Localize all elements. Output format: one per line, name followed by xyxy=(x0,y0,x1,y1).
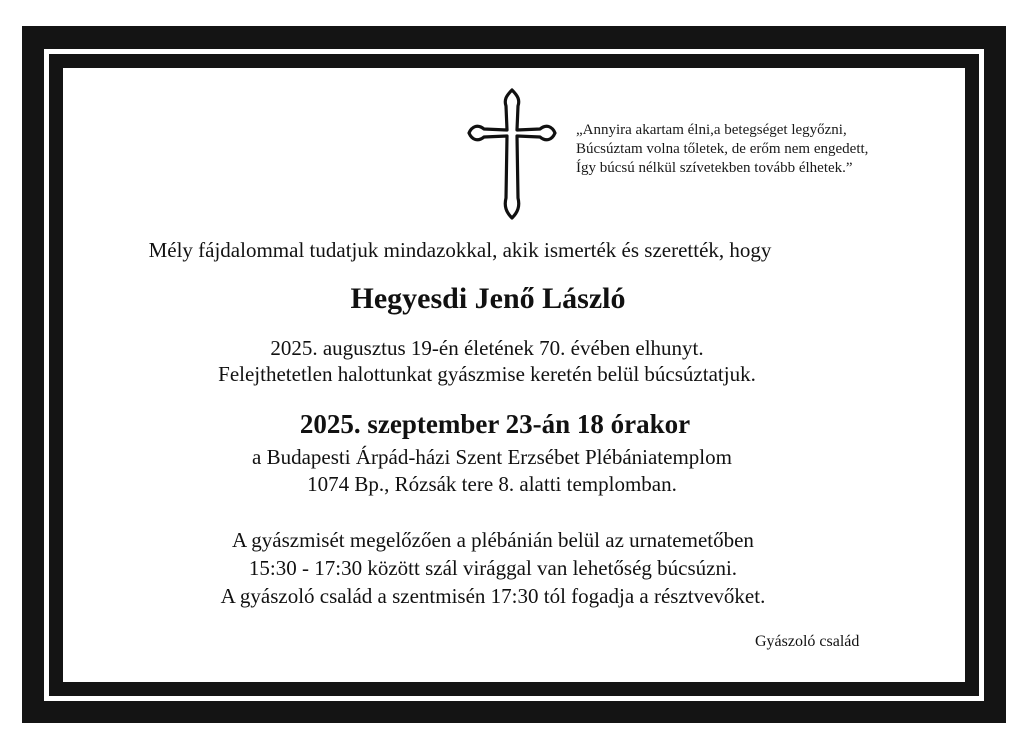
farewell-info-line-1: A gyászmisét megelőzően a plébánián belül az urnatemetőben xyxy=(232,528,754,552)
ceremony-datetime: 2025. szeptember 23-án 18 órakor xyxy=(299,409,691,439)
quote-line-3: Így búcsú nélkül szívetekben tovább élhetek.” xyxy=(576,160,853,176)
death-date-text: 2025. augusztus 19-én életének 70. évében elhunyt. xyxy=(270,336,704,360)
cross-icon xyxy=(466,86,558,222)
notice-card xyxy=(63,68,965,682)
farewell-info-line-2: 15:30 - 17:30 között szál virággal van lehetőség búcsúzni. xyxy=(248,556,738,580)
church-name: a Budapesti Árpád-házi Szent Erzsébet Plébániatemplom xyxy=(252,445,732,469)
quote-line-2: Búcsúztam volna tőletek, de erőm nem engedett, xyxy=(576,141,869,157)
intro-text: Mély fájdalommal tudatjuk mindazokkal, akik ismerték és szerették, hogy xyxy=(148,238,772,262)
church-address: 1074 Bp., Rózsák tere 8. alatti templomban. xyxy=(307,472,677,496)
signature: Gyászoló család xyxy=(755,633,860,650)
deceased-name: Hegyesdi Jenő László xyxy=(350,282,626,315)
memorial-quote xyxy=(576,121,966,178)
quote-line-1: „Annyira akartam élni,a betegséget legyőzni, xyxy=(576,122,847,138)
farewell-mass-text: Felejthetetlen halottunkat gyászmise keretén belül búcsúztatjuk. xyxy=(218,362,756,386)
farewell-info-line-3: A gyászoló család a szentmisén 17:30 tól fogadja a résztvevőket. xyxy=(220,584,766,608)
